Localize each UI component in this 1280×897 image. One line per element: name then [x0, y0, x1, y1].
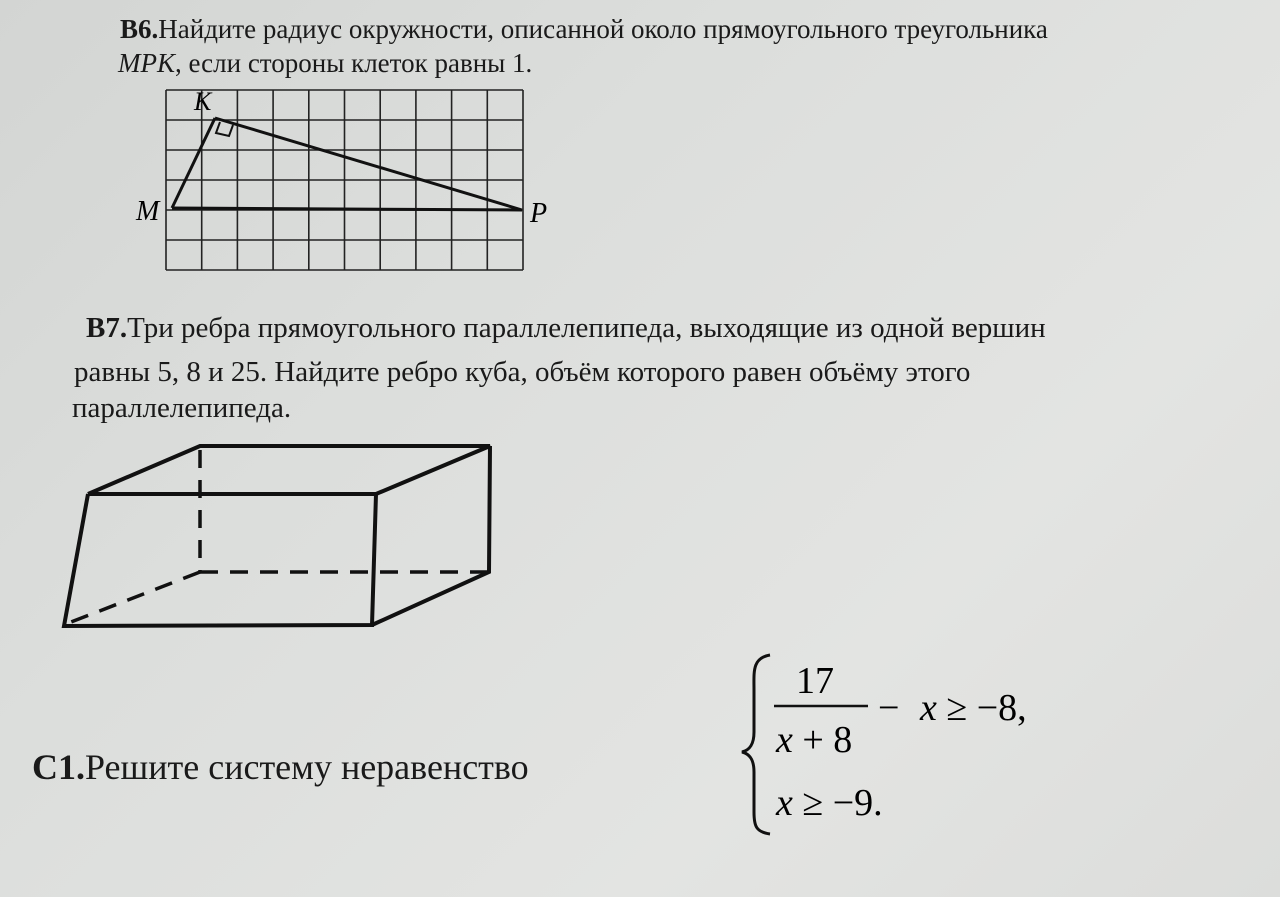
b7-number: B7. — [86, 312, 128, 344]
c1-number: C1. — [32, 747, 85, 787]
c1-fraction-denominator: x + 8 — [776, 719, 853, 761]
b6-vertex-k: K — [194, 87, 212, 116]
b7-question-line-2: равны 5, 8 и 25. Найдите ребро куба, объём которого равен объёму этого — [74, 356, 971, 388]
c1-system-brace — [742, 655, 770, 834]
c1-inequality-2: x ≥ −9. — [776, 782, 883, 824]
c1-inequality-1: x ≥ −8, — [920, 687, 1027, 729]
b7-text-line-1: Три ребра прямоугольного параллелепипеда, выходящие из одной вершин — [127, 312, 1046, 344]
b6-number: B6. — [120, 14, 159, 44]
b6-vertex-m: M — [136, 196, 160, 227]
b6-triangle-name: MPK — [118, 48, 175, 78]
b6-text-line-2: , если стороны клеток равны 1. — [175, 48, 533, 78]
c1-inequality-1-minus: − — [878, 687, 900, 729]
c1-text: Решите систему неравенство — [85, 747, 529, 787]
b7-question-line-3: параллелепипеда. — [72, 392, 292, 424]
b6-vertex-p: P — [530, 198, 548, 229]
c1-fraction-numerator: 17 — [796, 660, 834, 702]
b6-text-line-1: Найдите радиус окружности, описанной около прямоугольного треугольника — [158, 14, 1048, 44]
